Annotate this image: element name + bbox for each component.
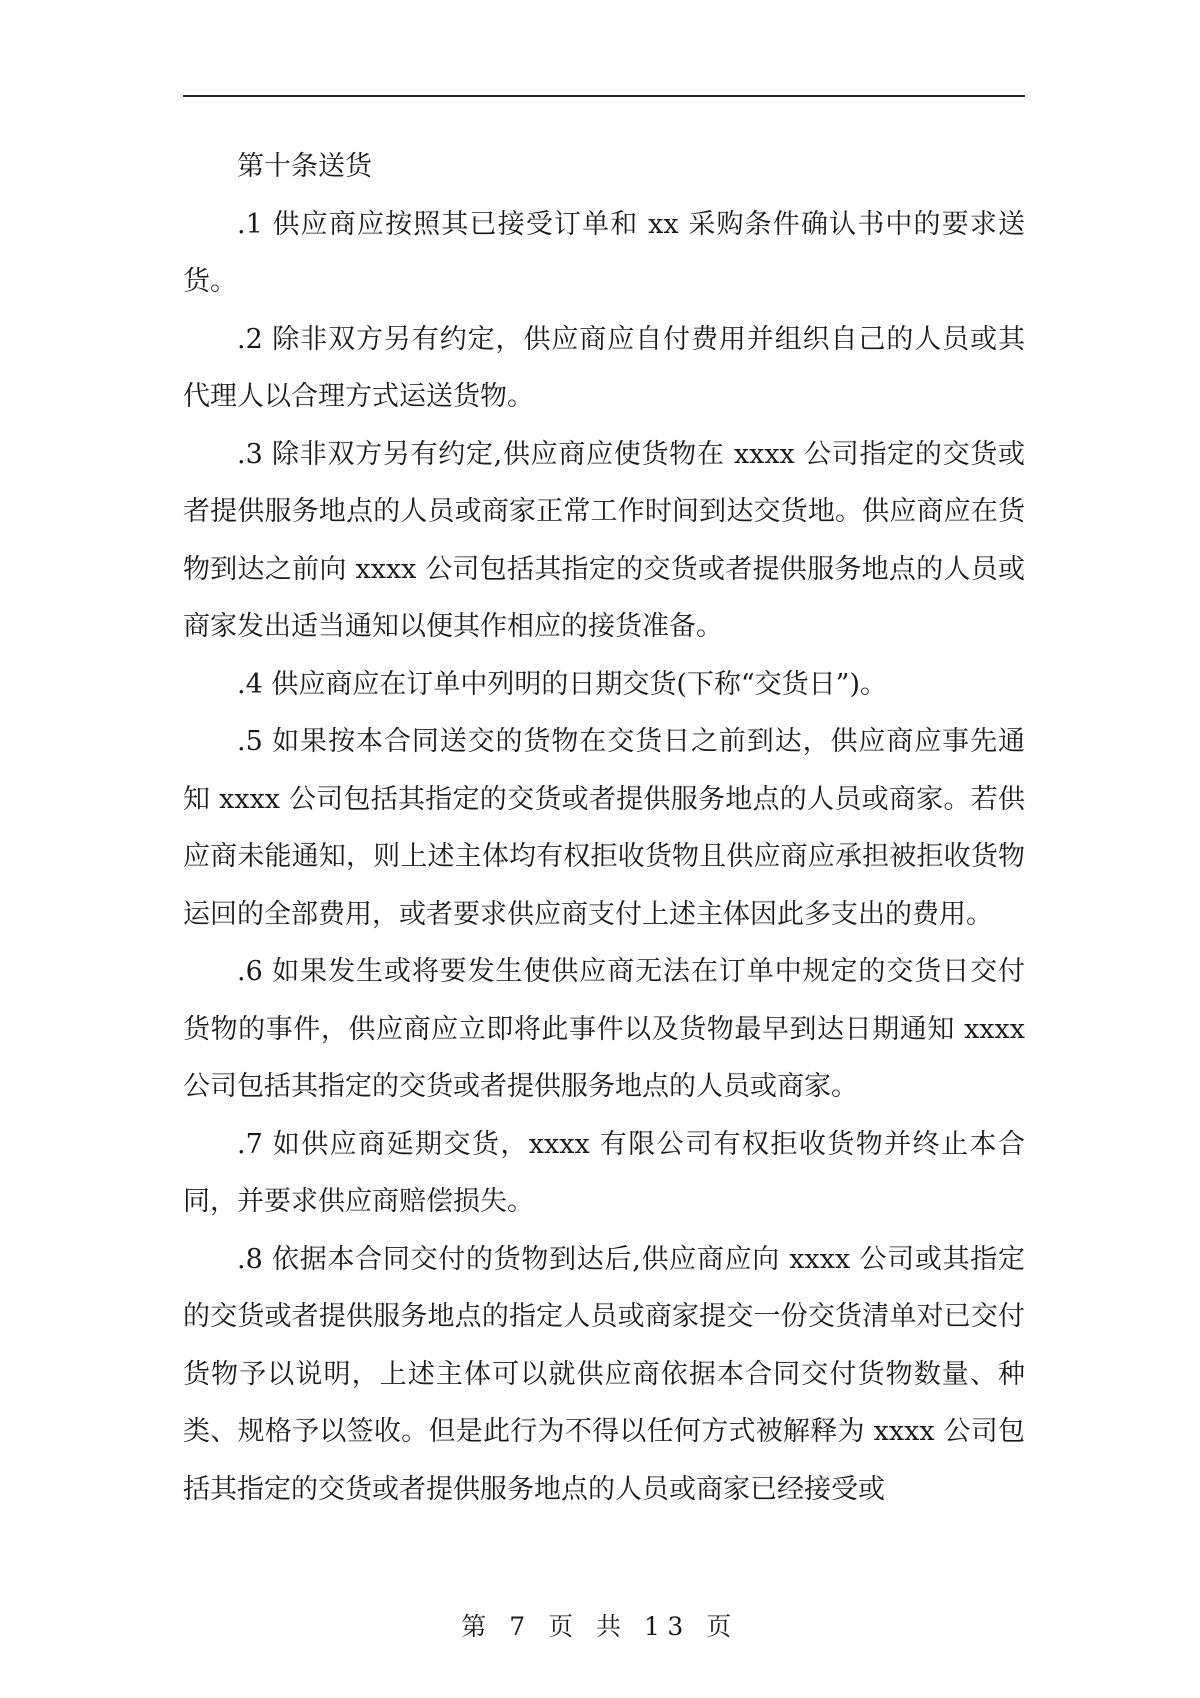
clause-paragraph: .7 如供应商延期交货，xxxx 有限公司有权拒收货物并终止本合同，并要求供应商赔偿损失。 [183,1128,1025,1217]
clause-paragraph: .8 依据本合同交付的货物到达后,供应商应向 xxxx 公司或其指定的交货或者提供服务地点的指定人员或商家提交一份交货清单对已交付货物予以说明，上述主体可以就供应商依据本合同交付货物数量、种类、规格予以签收。但是此行为不得以任何方式被解释为 xxxx 公司包括其指定的交货或者提供服务地点的人员或商家已经接受或 [183,1243,1025,1505]
header-rule [183,95,1025,97]
clause-paragraph: .1 供应商应按照其已接受订单和 xx 采购条件确认书中的要求送货。 [183,208,1025,297]
clause-paragraph: .4 供应商应在订单中列明的日期交货(下称“交货日”)。 [237,668,888,700]
clause-paragraph: .3 除非双方另有约定,供应商应使货物在 xxxx 公司指定的交货或者提供服务地点的人员或商家正常工作时间到达交货地。供应商应在货物到达之前向 xxxx 公司包括其指定的交货或者提供服务地点的人员或商家发出适当通知以便其作相应的接货准备。 [183,438,1025,642]
clause-paragraph: .6 如果发生或将要发生使供应商无法在订单中规定的交货日交付货物的事件，供应商应立即将此事件以及货物最早到达日期通知 xxxx 公司包括其指定的交货或者提供服务地点的人员或商家。 [183,956,1025,1102]
clause-paragraph: .2 除非双方另有约定，供应商应自付费用并组织自己的人员或其代理人以合理方式运送货物。 [183,323,1025,412]
page-number-footer: 第 7 页 共 13 页 [461,1612,739,1641]
section-heading: 第十条送货 [237,151,372,182]
document-body [183,138,1025,1518]
clause-paragraph: .5 如果按本合同送交的货物在交货日之前到达，供应商应事先通知 xxxx 公司包括其指定的交货或者提供服务地点的人员或商家。若供应商未能通知，则上述主体均有权拒收货物且供应商应承担被拒收货物运回的全部费用，或者要求供应商支付上述主体因此多支出的费用。 [183,726,1025,930]
